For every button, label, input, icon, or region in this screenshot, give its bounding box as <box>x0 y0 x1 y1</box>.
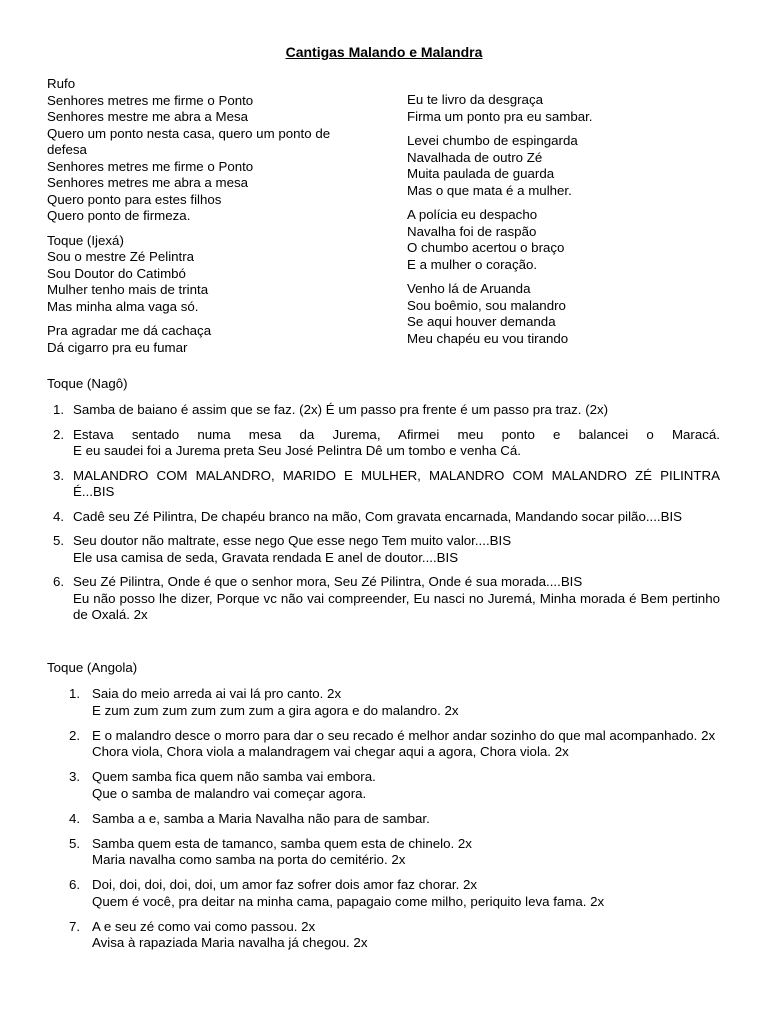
item-number: 6. <box>69 877 81 892</box>
item-number: 1. <box>69 686 81 701</box>
verse-line: Mas o que mata é a mulher. <box>407 182 572 198</box>
left-column <box>47 76 367 356</box>
song-line: Maria navalha como samba na porta do cemitério. 2x <box>92 852 406 867</box>
right-column <box>407 92 727 347</box>
song-line: Estava sentado numa mesa da Jurema, Afirmei meu ponto e balancei o Maracá. <box>73 426 720 442</box>
song-line: Ele usa camisa de seda, Gravata rendada E anel de doutor....BIS <box>73 549 459 565</box>
verse-line: E a mulher o coração. <box>407 256 538 272</box>
verse-block <box>47 323 367 356</box>
verse-line: Rufo <box>47 76 76 91</box>
verse-block <box>407 281 727 347</box>
song-line: Cadê seu Zé Pilintra, De chapéu branco na mão, Com gravata encarnada, Mandando socar pilão....BIS <box>73 508 683 524</box>
song-line: A e seu zé como vai como passou. 2x <box>92 918 316 934</box>
spacer <box>47 225 367 233</box>
song-line: E eu saudei foi a Jurema preta Seu José Pelintra Dê um tombo e venha Cá. <box>73 443 521 458</box>
song-line: Samba quem esta de tamanco, samba quem esta de chinelo. 2x <box>92 835 472 851</box>
item-number: 1. <box>53 402 65 417</box>
spacer <box>407 199 727 207</box>
verse-line: Mas minha alma vaga só. <box>47 298 199 314</box>
verse-line: Senhores metres me firme o Ponto <box>47 92 254 108</box>
item-number: 5. <box>53 533 65 548</box>
verse-line: Pra agradar me dá cachaça <box>47 323 212 338</box>
verse-line: Meu chapéu eu vou tirando <box>407 330 569 346</box>
verse-line: Navalha foi de raspão <box>407 223 537 239</box>
song-item <box>47 509 720 526</box>
item-number: 4. <box>53 508 65 524</box>
song-item <box>47 919 720 952</box>
verse-line: Toque (Ijexá) <box>47 232 124 248</box>
item-number: 3. <box>53 467 65 483</box>
song-line: Que o samba de malandro vai começar agora. <box>92 785 367 801</box>
item-number: 6. <box>53 574 65 589</box>
verse-block <box>47 233 367 316</box>
item-number: 4. <box>69 810 81 826</box>
nago-song-list <box>47 402 720 632</box>
song-line: E zum zum zum zum zum zum a gira agora e do malandro. 2x <box>92 702 459 718</box>
item-number: 2. <box>69 727 81 743</box>
song-line: Saia do meio arreda ai vai lá pro canto. 2x <box>92 686 342 701</box>
verse-line: Dá cigarro pra eu fumar <box>47 339 188 355</box>
song-item <box>47 468 720 501</box>
verse-line: Navalhada de outro Zé <box>407 149 543 165</box>
verse-line: Sou boêmio, sou malandro <box>407 297 566 313</box>
verse-line: Eu te livro da desgraça <box>407 92 544 107</box>
verse-line: O chumbo acertou o braço <box>407 240 565 255</box>
song-item <box>47 877 720 910</box>
verse-block <box>407 133 727 199</box>
song-line: Doi, doi, doi, doi, doi, um amor faz sofrer dois amor faz chorar. 2x <box>92 877 478 892</box>
song-line: Eu não posso lhe dizer, Porque vc não vai compreender, Eu nasci no Juremá, Minha morada é Bem pertinho de Oxalá. 2x <box>73 590 720 622</box>
verse-line: Sou o mestre Zé Pelintra <box>47 249 195 264</box>
spacer <box>47 315 367 323</box>
verse-line: Venho lá de Aruanda <box>407 281 531 296</box>
verse-line: Quero ponto para estes filhos <box>47 191 222 207</box>
song-line: Samba a e, samba a Maria Navalha não para de sambar. <box>92 810 430 826</box>
song-line: E o malandro desce o morro para dar o seu recado é melhor andar sozinho do que mal acompanhado. 2x <box>92 727 716 743</box>
verse-block <box>407 207 727 273</box>
verse-line: Muita paulada de guarda <box>407 166 555 181</box>
verse-line: Senhores mestre me abra a Mesa <box>47 109 249 124</box>
item-number: 3. <box>69 769 81 784</box>
verse-line: Quero ponto de firmeza. <box>47 208 191 223</box>
song-item <box>47 686 720 719</box>
song-line: Samba de baiano é assim que se faz. (2x) É um passo pra frente é um passo pra traz. (2x) <box>73 402 609 417</box>
song-line: Avisa à rapaziada Maria navalha já chegou. 2x <box>92 935 368 950</box>
verse-line: Mulher tenho mais de trinta <box>47 282 209 297</box>
song-item <box>47 427 720 460</box>
item-number: 7. <box>69 918 81 934</box>
song-line: Chora viola, Chora viola a malandragem vai chegar aqui a agora, Chora viola. 2x <box>92 744 569 759</box>
item-number: 2. <box>53 426 65 442</box>
verse-line: Firma um ponto pra eu sambar. <box>407 108 593 124</box>
song-item <box>47 574 720 624</box>
document-title: Cantigas Malando e Malandra <box>285 44 483 60</box>
spacer <box>407 273 727 281</box>
section-heading-angola: Toque (Angola) <box>47 660 138 675</box>
section-heading-nago: Toque (Nagô) <box>47 376 128 391</box>
verse-block <box>47 76 367 225</box>
song-item <box>47 811 720 828</box>
song-line: MALANDRO COM MALANDRO, MARIDO E MULHER, MALANDRO COM MALANDRO ZÉ PILINTRA É...BIS <box>73 467 720 499</box>
song-item <box>47 769 720 802</box>
song-item <box>47 728 720 761</box>
song-line: Seu Zé Pilintra, Onde é que o senhor mora, Seu Zé Pilintra, Onde é sua morada....BIS <box>73 574 583 589</box>
song-line: Seu doutor não maltrate, esse nego Que esse nego Tem muito valor....BIS <box>73 533 512 548</box>
verse-line: Levei chumbo de espingarda <box>407 133 578 148</box>
verse-line: Se aqui houver demanda <box>407 314 556 329</box>
song-line: Quem é você, pra deitar na minha cama, papagaio come milho, periquito leva fama. 2x <box>92 893 605 909</box>
item-number: 5. <box>69 835 81 851</box>
verse-line: Sou Doutor do Catimbó <box>47 265 186 281</box>
song-item <box>47 836 720 869</box>
song-line: Quem samba fica quem não samba vai embora. <box>92 769 376 784</box>
spacer <box>407 125 727 133</box>
verse-line: Senhores metres me firme o Ponto <box>47 158 254 174</box>
verse-line: Senhores metres me abra a mesa <box>47 175 249 190</box>
verse-line: A polícia eu despacho <box>407 207 538 222</box>
song-item <box>47 533 720 566</box>
angola-song-list <box>47 686 720 960</box>
verse-block <box>407 92 727 125</box>
song-item <box>47 402 720 419</box>
verse-line: Quero um ponto nesta casa, quero um ponto de defesa <box>47 125 331 157</box>
